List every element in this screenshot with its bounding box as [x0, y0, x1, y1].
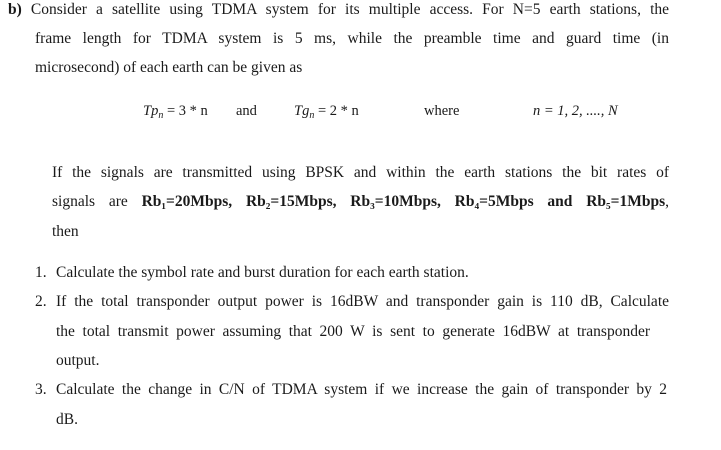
problem-label: b): [8, 1, 22, 18]
signals-prefix: signals are: [52, 193, 128, 210]
tp-rhs: = 3 * n: [166, 103, 208, 119]
bit-rates: Rb₁=20Mbps, Rb₂=15Mbps, Rb₃=10Mbps, Rb₄=5Mbps and Rb₅=1Mbps: [141, 193, 666, 210]
intro-line-3: microsecond) of each earth can be given as: [35, 59, 303, 76]
tg-formula: [294, 100, 359, 127]
formula-row: [0, 100, 721, 122]
tg-rhs: = 2 * n: [317, 103, 359, 119]
where-word: where: [424, 103, 460, 119]
question-2-line-1: If the total transponder output power is 16dBW and transponder gain is 110 dB, Calculate: [56, 293, 669, 310]
tg-subscript: n: [309, 110, 315, 121]
tp-subscript: n: [158, 110, 164, 121]
question-1-number: 1.: [35, 264, 47, 281]
question-3-line-2: dB.: [56, 411, 78, 428]
tp-lhs: Tp: [143, 103, 159, 119]
question-3-number: 3.: [35, 381, 47, 398]
intro-line-2: frame length for TDMA system is 5 ms, while the preamble time and guard time (in: [35, 30, 669, 47]
intro-text-1: Consider a satellite using TDMA system for its multiple access. For N=5 earth stations, the: [30, 1, 670, 18]
question-2-number: 2.: [35, 293, 47, 310]
question-3-line-1: Calculate the change in C/N of TDMA system if we increase the gain of transponder by 2: [56, 381, 667, 398]
tp-formula: [143, 100, 208, 127]
question-1-line-1: Calculate the symbol rate and burst duration for each earth station.: [56, 264, 469, 281]
signals-suffix: ,: [665, 193, 670, 210]
n-range: n = 1, 2, ...., N: [533, 103, 618, 119]
signals-line-2: [52, 192, 669, 212]
intro-line-1: [8, 0, 669, 20]
question-2-line-3: output.: [56, 352, 100, 369]
signals-line-3: then: [52, 223, 79, 240]
and-word: and: [236, 103, 257, 119]
tg-lhs: Tg: [294, 103, 310, 119]
question-2-line-2: the total transmit power assuming that 200 W is sent to generate 16dBW at transponder: [56, 323, 650, 340]
signals-line-1: If the signals are transmitted using BPSK and within the earth stations the bit rates of: [52, 164, 669, 181]
